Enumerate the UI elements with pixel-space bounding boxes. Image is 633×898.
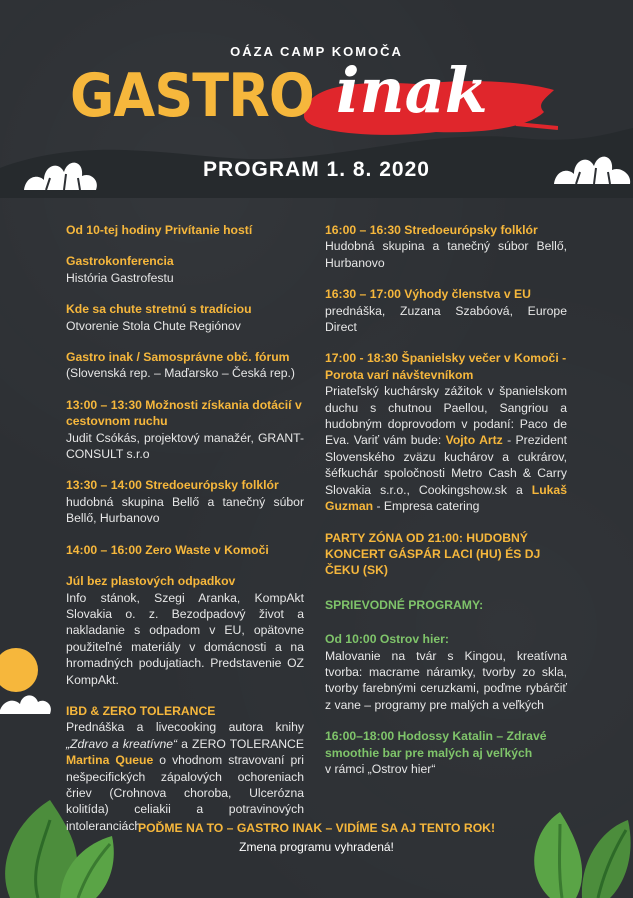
party-zone-heading: PARTY ZÓNA OD 21:00: HUDOBNÝ KONCERT GÁSPÁR LACI (HU) ÉS DJ ČEKU (SK) (325, 530, 541, 578)
item-text: prednáška, Zuzana Szabóová, Europe Direct (325, 303, 567, 335)
item-text-part: Prednáška a livecooking autora knihy (66, 720, 304, 735)
chef-name: Lukaš Guzman (325, 482, 567, 514)
item-heading: 13:30 – 14:00 Stredoeurópsky folklór (66, 478, 279, 493)
item-text-part: a ZERO TOLERANCE (177, 736, 304, 751)
item-text: v rámci „Ostrov hier“ (325, 761, 436, 776)
item-text-part: Priateľský kuchársky zážitok v španielskom duchu s chutnou Paellou, Sangriou a hudobným doprovodom v podaní: Paco de Eva. Variť vám bude: (325, 384, 567, 448)
item-heading: 14:00 – 16:00 Zero Waste v Komoči (66, 542, 269, 557)
program-title: PROGRAM 1. 8. 2020 (203, 158, 430, 181)
item-text-part: o vhodnom stravovaní pri nešpecifických zápalových ochoreniach čriev (Crohnova choroba, Ulcerózna kolitída) celiakii a potravinových intoleranciách (66, 753, 304, 833)
chef-name: Vojto Artz (445, 433, 503, 448)
item-text-part: - Empresa catering (373, 499, 480, 514)
program-item (325, 350, 567, 514)
program-item (325, 530, 567, 579)
footer-note: Zmena programu vyhradená! (239, 840, 394, 854)
organizer-name: OÁZA CAMP KOMOČA (230, 44, 403, 59)
program-item (66, 397, 304, 463)
program-item (66, 349, 304, 382)
program-item (66, 301, 304, 334)
item-heading: 16:30 – 17:00 Výhody členstva v EU (325, 287, 531, 302)
item-text: História Gastrofestu (66, 270, 174, 285)
program-right-column (325, 222, 567, 792)
logo-gastro: GASTRO (70, 61, 314, 131)
item-heading: IBD & ZERO TOLERANCE (66, 703, 216, 718)
item-text (66, 719, 304, 834)
item-heading: Gastrokonferencia (66, 254, 174, 269)
item-text-part: - Prezident Slovenského zväzu kuchárov a cukrárov, šéfkuchár spoločnosti Metro Cash & Carry Slovakia s.r.o., Cookingshow.sk a (325, 433, 568, 497)
item-text: Judit Csókás, projektový manažér, GRANT-CONSULT s.r.o (66, 430, 304, 462)
logo-inak: inak (336, 54, 488, 127)
item-heading: Od 10-tej hodiny Privítanie hostí (66, 223, 253, 237)
program-item (325, 631, 567, 713)
book-title: „Zdravo a kreatívne“ (66, 736, 178, 751)
item-text: Info stánok, Szegi Aranka, KompAkt Slovakia o. z. Bezodpadový život a nakladanie s odpadom v EU, opätovne použiteľné materiály v domácnosti a na hromadných podujatiach. Predstavenie OZ KompAkt. (66, 590, 304, 687)
sun-icon (0, 648, 56, 718)
program-item (325, 286, 567, 335)
item-text: Hudobná skupina a tanečný súbor Bellő, Hurbanovo (325, 239, 567, 270)
program-item (66, 542, 304, 558)
item-heading: Júl bez plastových odpadkov (66, 574, 236, 589)
speaker-name: Martina Queue (66, 753, 154, 768)
item-text: Malovanie na tvár s Kingou, kreatívna tvorba: macrame náramky, tvorby zo skla, tvorby farebnými ceruzkami, poďme rybárčiť z vane – programy pre malých a veľkých (325, 648, 567, 712)
item-text (325, 383, 567, 514)
item-heading: 16:00 – 16:30 Stredoeurópsky folklór (325, 223, 538, 237)
program-item (66, 573, 304, 688)
program-item (66, 222, 304, 238)
item-heading: Kde sa chute stretnú s tradíciou (66, 302, 252, 317)
program-item (325, 728, 567, 777)
item-heading: 17:00 - 18:30 Španielsky večer v Komoči - Porota varí návštevníkom (325, 351, 567, 382)
item-text: hudobná skupina Bellő a tanečný súbor Bellő, Hurbanovo (66, 494, 304, 526)
item-heading: Gastro inak / Samosprávne obč. fórum (66, 350, 290, 365)
program-left-column (66, 222, 304, 849)
program-item (325, 597, 567, 613)
item-text: Otvorenie Stola Chute Regiónov (66, 318, 241, 333)
program-item (66, 703, 304, 834)
footer-slogan: POĎME NA TO – GASTRO INAK – VIDÍME SA AJ TENTO ROK! (137, 821, 496, 835)
item-heading: Od 10:00 Ostrov hier: (325, 632, 449, 647)
item-heading: 16:00–18:00 Hodossy Katalin – Zdravé smoothie bar pre malých aj veľkých (325, 729, 547, 760)
program-item (66, 253, 304, 286)
side-programs-heading: SPRIEVODNÉ PROGRAMY: (325, 597, 484, 612)
item-heading: 13:00 – 13:30 Možnosti získania dotácií v cestovnom ruchu (66, 397, 302, 429)
item-text: (Slovenská rep. – Maďarsko – Česká rep.) (66, 366, 295, 381)
program-item (66, 477, 304, 526)
program-item (325, 222, 567, 271)
